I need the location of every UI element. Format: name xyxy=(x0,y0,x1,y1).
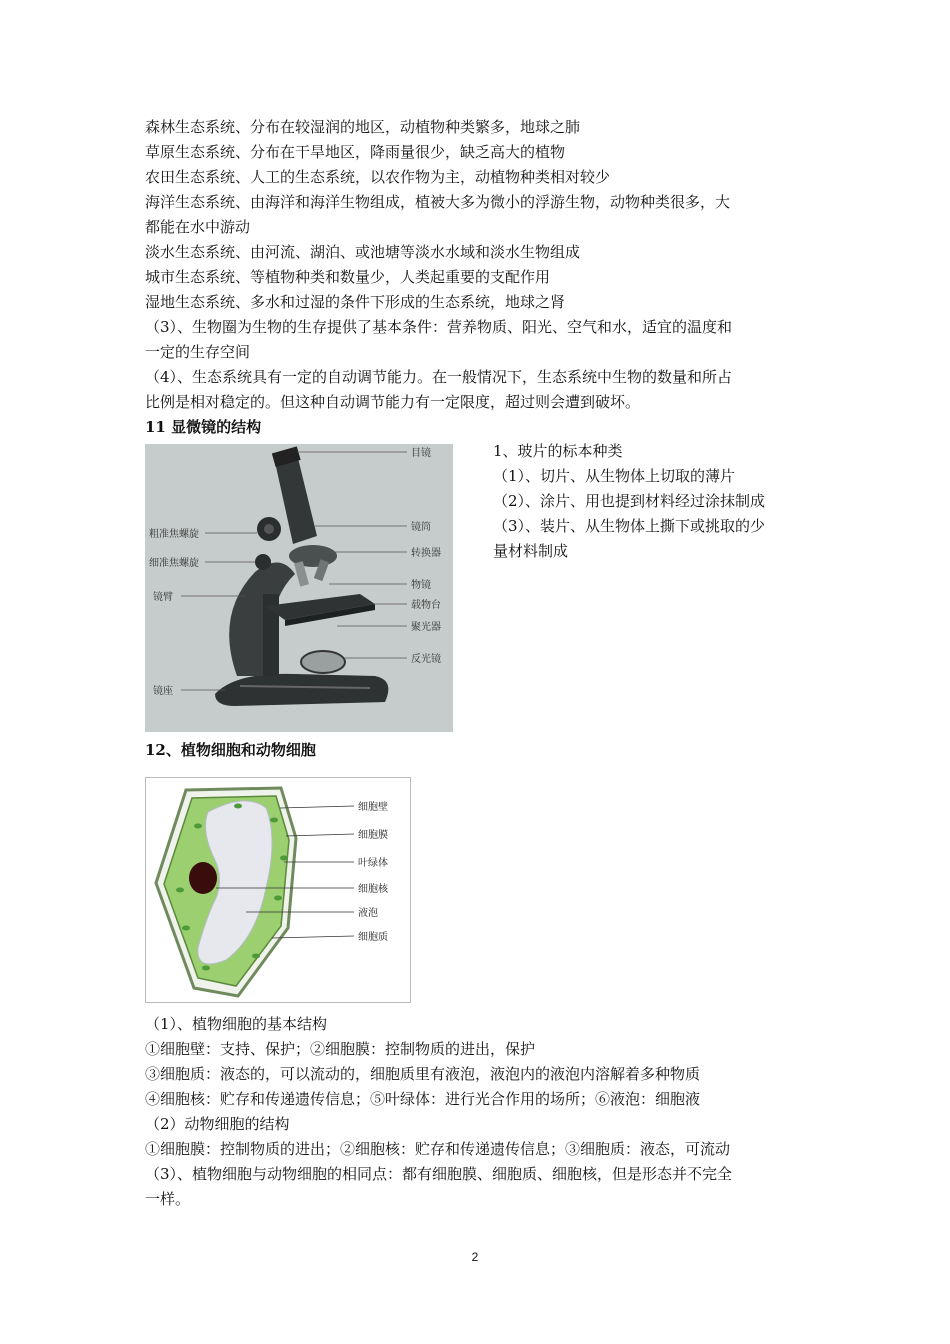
text-line: 湿地生态系统、多水和过湿的条件下形成的生态系统，地球之肾 xyxy=(145,293,566,311)
text-line: 森林生态系统、分布在较湿润的地区，动植物种类繁多，地球之肺 xyxy=(145,118,581,136)
label-eyepiece: 目镜 xyxy=(411,448,431,459)
label-nosepiece: 转换器 xyxy=(411,548,441,559)
plant-cell-figure xyxy=(145,777,411,1003)
text-line: 海洋生态系统、由海洋和海洋生物组成，植被大多为微小的浮游生物，动物种类很多，大 xyxy=(145,193,731,211)
text-line: （1）、植物细胞的基本结构 xyxy=(145,1015,328,1033)
text-line: （2）、涂片、用也提到材料经过涂抹制成 xyxy=(493,492,766,510)
text-line: 比例是相对稳定的。但这种自动调节能力有一定限度，超过则会遭到破坏。 xyxy=(145,393,641,411)
text-line: （3）、植物细胞与动物细胞的相同点：都有细胞膜、细胞质、细胞核，但是形态并不完全 xyxy=(145,1165,733,1183)
text-line: 都能在水中游动 xyxy=(145,218,251,236)
text-line: （3）、生物圈为生物的生存提供了基本条件：营养物质、阳光、空气和水，适宜的温度和 xyxy=(145,318,733,336)
page-number: 2 xyxy=(471,1250,479,1264)
microscope-figure xyxy=(145,444,453,732)
label-objective: 物镜 xyxy=(411,580,431,591)
label-coarse-focus: 粗准焦螺旋 xyxy=(149,529,199,540)
label-base: 镜座 xyxy=(153,686,173,697)
text-line: ①细胞膜：控制物质的进出；②细胞核：贮存和传递遗传信息；③细胞质：液态，可流动 xyxy=(145,1140,731,1158)
text-line: 淡水生态系统、由河流、湖泊、或池塘等淡水水域和淡水生物组成 xyxy=(145,243,581,261)
label-stage: 载物台 xyxy=(411,600,441,611)
text-line: 一定的生存空间 xyxy=(145,343,251,361)
label-vacuole: 液泡 xyxy=(358,908,378,919)
text-line: （3）、装片、从生物体上撕下或挑取的少 xyxy=(493,517,766,535)
label-nucleus: 细胞核 xyxy=(358,884,388,895)
text-line: ①细胞壁：支持、保护；②细胞膜：控制物质的进出，保护 xyxy=(145,1040,536,1058)
text-line: ④细胞核：贮存和传递遗传信息；⑤叶绿体：进行光合作用的场所；⑥液泡：细胞液 xyxy=(145,1090,701,1108)
section-heading-microscope: 11 显微镜的结构 xyxy=(145,418,262,436)
label-cell-membrane: 细胞膜 xyxy=(358,830,388,841)
text-line: 草原生态系统、分布在干旱地区，降雨量很少，缺乏高大的植物 xyxy=(145,143,566,161)
text-line: 农田生态系统、人工的生态系统，以农作物为主，动植物种类相对较少 xyxy=(145,168,611,186)
text-line: （1）、切片、从生物体上切取的薄片 xyxy=(493,467,736,485)
text-line: 城市生态系统、等植物种类和数量少，人类起重要的支配作用 xyxy=(145,268,551,286)
plant-cell-illustration xyxy=(146,778,410,1002)
label-arm: 镜臂 xyxy=(153,592,173,603)
text-line: （4）、生态系统具有一定的自动调节能力。在一般情况下，生态系统中生物的数量和所占 xyxy=(145,368,733,386)
section-heading-cells: 12、植物细胞和动物细胞 xyxy=(145,741,316,759)
text-line: （2）动物细胞的结构 xyxy=(145,1115,290,1133)
text-line: 一样。 xyxy=(145,1190,191,1208)
microscope-illustration xyxy=(145,444,453,732)
label-cytoplasm: 细胞质 xyxy=(358,932,388,943)
label-chloroplast: 叶绿体 xyxy=(358,858,388,869)
slide-types-title: 1、玻片的标本种类 xyxy=(493,442,623,460)
text-line: ③细胞质：液态的，可以流动的，细胞质里有液泡，液泡内的液泡内溶解着多种物质 xyxy=(145,1065,701,1083)
text-line: 量材料制成 xyxy=(493,542,569,560)
label-cell-wall: 细胞壁 xyxy=(358,802,388,813)
label-tube: 镜筒 xyxy=(411,522,431,533)
label-condenser: 聚光器 xyxy=(411,622,441,633)
label-mirror: 反光镜 xyxy=(411,654,441,665)
label-fine-focus: 细准焦螺旋 xyxy=(149,558,199,569)
